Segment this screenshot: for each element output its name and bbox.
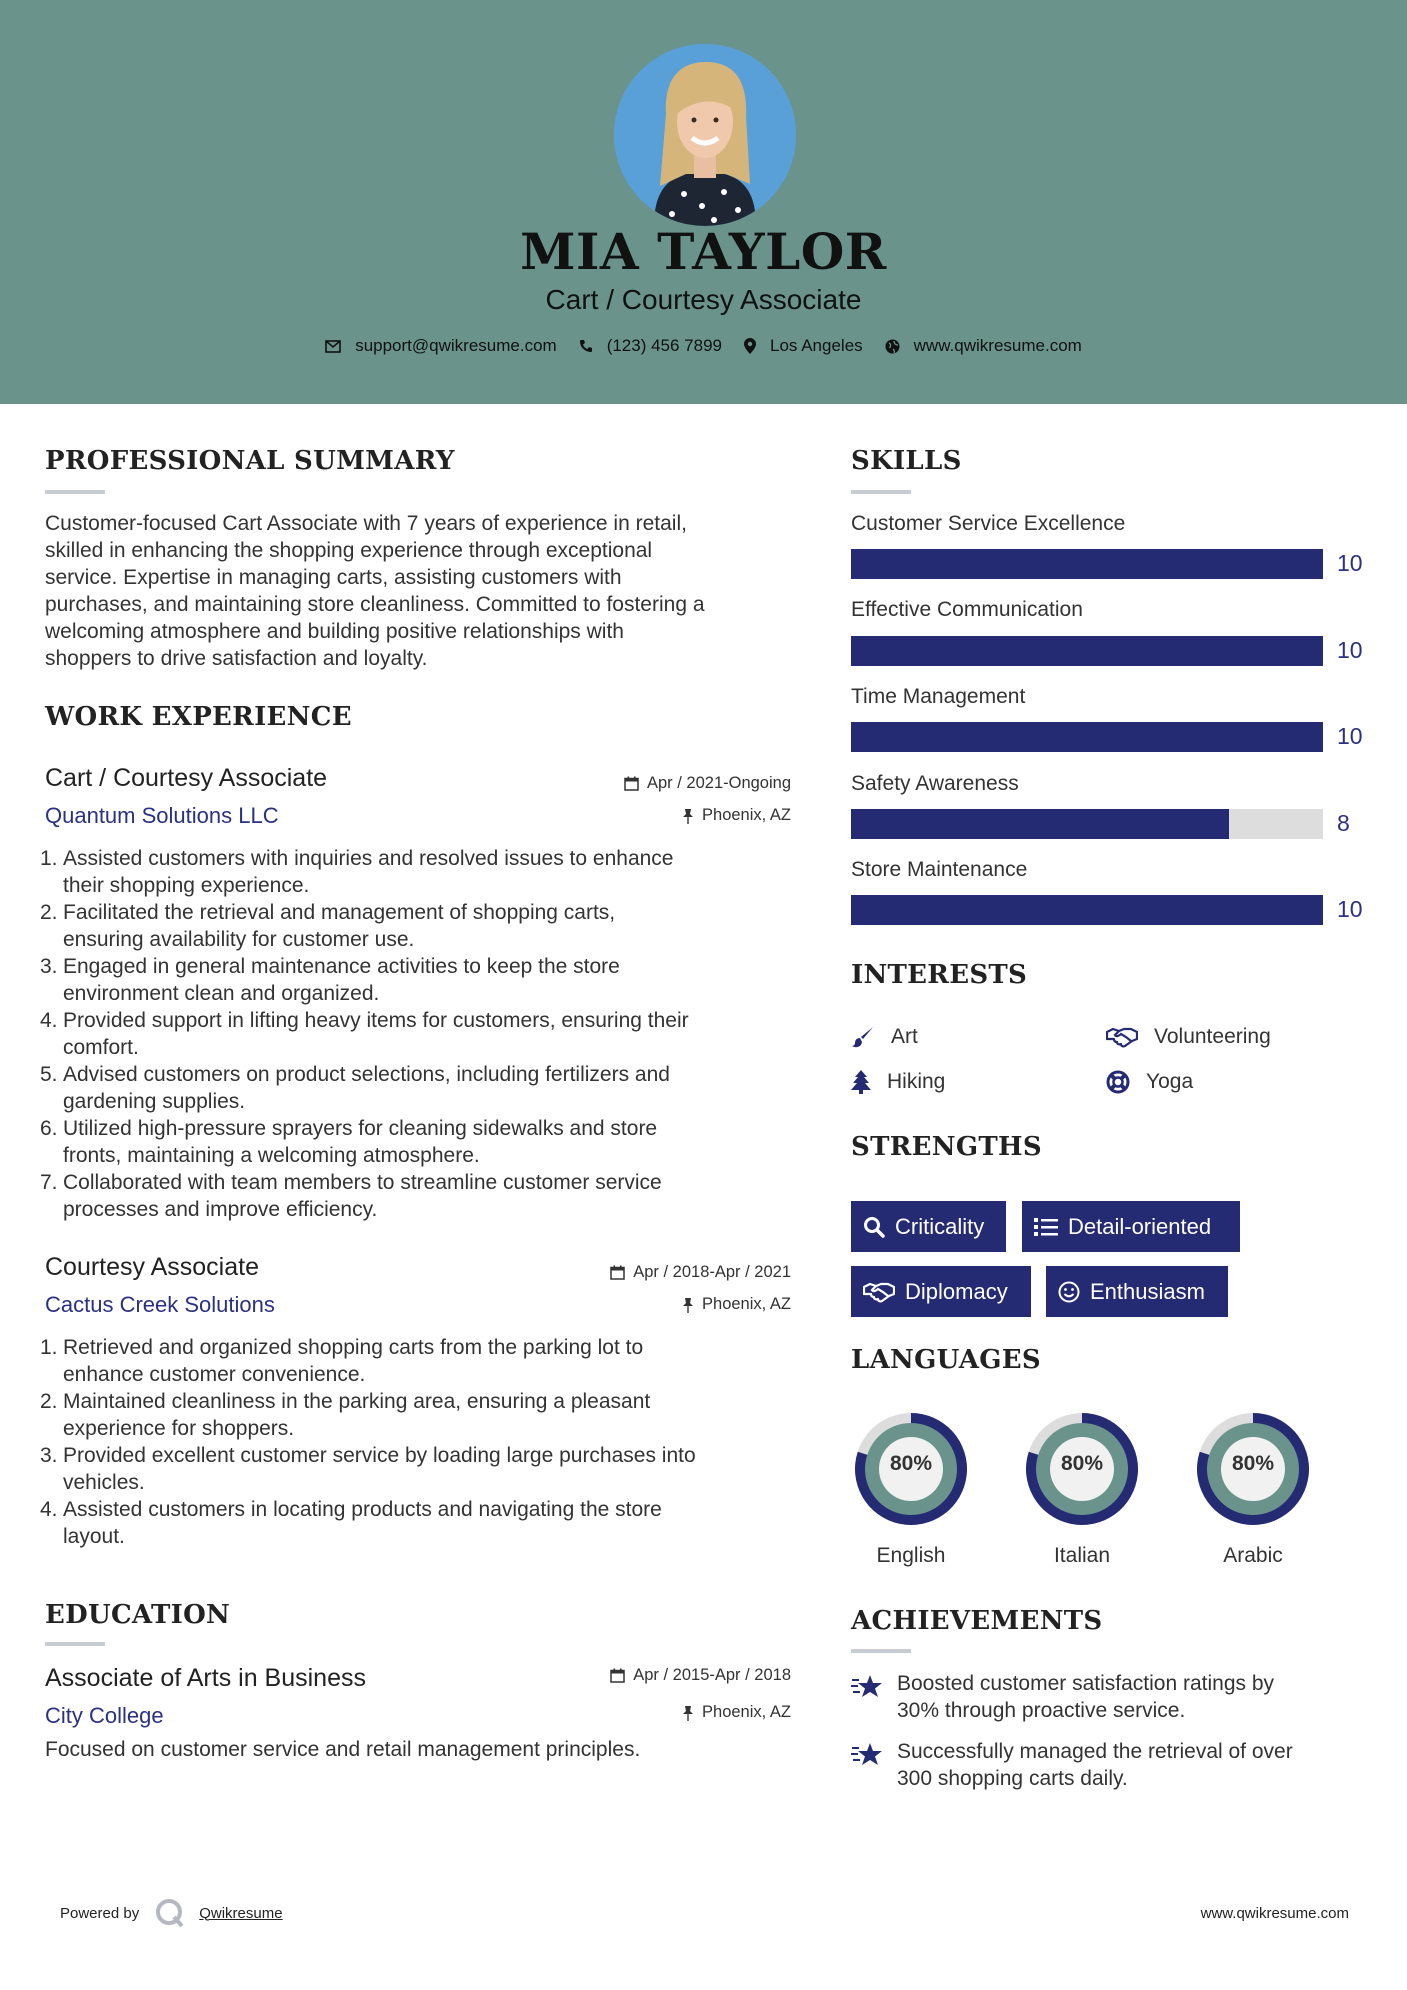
interest-item xyxy=(851,1070,945,1094)
job-date-text: Apr / 2021-Ongoing xyxy=(646,774,791,792)
contact-email-text: support@qwikresume.com xyxy=(355,336,557,355)
lifering-icon xyxy=(1106,1070,1130,1094)
pushpin-icon xyxy=(682,1705,694,1721)
education-rule xyxy=(45,1642,105,1646)
education-date xyxy=(610,1666,791,1685)
list-icon xyxy=(1034,1217,1058,1237)
skills-rule xyxy=(851,490,911,494)
duty-line: environment clean and organized. xyxy=(63,982,380,1005)
language-gauge xyxy=(1021,1408,1143,1567)
school-name[interactable]: City College xyxy=(45,1703,164,1728)
summary-line: Customer-focused Cart Associate with 7 years of experience in retail, xyxy=(45,512,687,535)
skill-bar xyxy=(851,549,1323,579)
skill-bar xyxy=(851,636,1323,666)
interest-label: Hiking xyxy=(887,1070,946,1093)
duty-line: comfort. xyxy=(63,1036,139,1059)
job-title: Courtesy Associate xyxy=(45,1253,259,1281)
list-item xyxy=(40,1496,800,1550)
language-gauge xyxy=(850,1408,972,1567)
list-item xyxy=(40,1007,800,1061)
language-name: Arabic xyxy=(1223,1544,1283,1567)
skill-name: Safety Awareness xyxy=(851,772,1019,795)
interest-item xyxy=(1106,1025,1271,1049)
contact-location-text: Los Angeles xyxy=(770,336,863,355)
achievements-rule xyxy=(851,1649,911,1653)
achievement-line: 30% through proactive service. xyxy=(897,1699,1186,1722)
summary-line: purchases, and maintaining store cleanliness. Committed to fostering a xyxy=(45,593,705,616)
list-item xyxy=(40,1061,800,1115)
interests-heading: INTERESTS xyxy=(851,960,1028,990)
list-item xyxy=(40,845,800,899)
strength-badge xyxy=(851,1201,1006,1252)
star-icon xyxy=(851,1742,883,1768)
summary-heading: PROFESSIONAL SUMMARY xyxy=(45,446,455,476)
language-name: Italian xyxy=(1053,1544,1111,1567)
education-description: Focused on customer service and retail management principles. xyxy=(45,1738,641,1761)
skill-value: 10 xyxy=(1337,637,1363,663)
list-number: 6. xyxy=(40,1117,58,1140)
summary-line: skilled in enhancing the shopping experience through exceptional xyxy=(45,539,653,562)
skill-value: 10 xyxy=(1337,723,1363,749)
duty-line: Retrieved and organized shopping carts from the parking lot to xyxy=(63,1336,644,1359)
skill-name: Customer Service Excellence xyxy=(851,512,1126,535)
duty-line: Assisted customers in locating products and navigating the store xyxy=(63,1498,662,1521)
skill-bar-fill xyxy=(851,549,1323,579)
summary-text xyxy=(45,510,795,672)
list-number: 1. xyxy=(40,847,58,870)
strength-label: Criticality xyxy=(895,1213,985,1239)
list-item xyxy=(40,1442,800,1496)
duty-line: their shopping experience. xyxy=(63,874,310,897)
work-heading: WORK EXPERIENCE xyxy=(45,702,352,732)
language-percent: 80% xyxy=(1060,1452,1104,1475)
star-icon xyxy=(851,1674,883,1700)
list-number: 4. xyxy=(40,1498,58,1521)
achievement-line: Successfully managed the retrieval of over xyxy=(897,1740,1293,1763)
strength-label: Detail-oriented xyxy=(1068,1213,1212,1239)
strength-label: Enthusiasm xyxy=(1090,1278,1205,1304)
skill-bar xyxy=(851,722,1323,752)
smile-icon xyxy=(1058,1281,1080,1303)
skill-bar-fill xyxy=(851,636,1323,666)
contact-website-text: www.qwikresume.com xyxy=(913,336,1082,355)
language-gauge xyxy=(1192,1408,1314,1567)
education-location-text: Phoenix, AZ xyxy=(702,1703,791,1721)
footer-website[interactable]: www.qwikresume.com xyxy=(1200,1905,1349,1922)
achievement-line: 300 shopping carts daily. xyxy=(897,1767,1128,1790)
list-item xyxy=(40,1388,800,1442)
list-number: 1. xyxy=(40,1336,58,1359)
job-location-text: Phoenix, AZ xyxy=(702,1295,791,1313)
skill-name: Effective Communication xyxy=(851,598,1083,621)
tree-icon xyxy=(851,1070,871,1094)
languages-heading: LANGUAGES xyxy=(851,1345,1041,1375)
list-item xyxy=(40,1115,800,1169)
duty-line: gardening supplies. xyxy=(63,1090,246,1113)
skill-bar xyxy=(851,809,1323,839)
language-percent: 80% xyxy=(889,1452,933,1475)
footer-powered-by xyxy=(60,1898,283,1928)
pushpin-icon xyxy=(682,808,694,824)
strength-badge xyxy=(1046,1266,1228,1317)
duty-line: enhance customer convenience. xyxy=(63,1363,366,1386)
list-item xyxy=(40,1334,800,1388)
summary-rule xyxy=(45,490,105,494)
contact-website[interactable] xyxy=(885,336,1082,356)
strength-label: Diplomacy xyxy=(905,1278,1008,1304)
skill-name: Store Maintenance xyxy=(851,858,1028,881)
skill-bar xyxy=(851,895,1323,925)
duty-line: Advised customers on product selections, including fertilizers and xyxy=(63,1063,670,1086)
job-duties-list xyxy=(40,1334,800,1550)
interest-item xyxy=(1106,1070,1193,1094)
qwikresume-link[interactable]: Qwikresume xyxy=(199,1904,283,1922)
duty-line: processes and improve efficiency. xyxy=(63,1198,378,1221)
duty-line: Facilitated the retrieval and management of shopping carts, xyxy=(63,901,616,924)
interest-label: Art xyxy=(891,1025,918,1048)
job-date xyxy=(624,774,791,793)
duty-line: vehicles. xyxy=(63,1471,145,1494)
summary-line: service. Expertise in managing carts, assisting customers with xyxy=(45,566,622,589)
pushpin-icon xyxy=(682,1297,694,1313)
list-number: 2. xyxy=(40,1390,58,1413)
avatar xyxy=(614,44,796,226)
strength-badge xyxy=(851,1266,1031,1317)
degree-title: Associate of Arts in Business xyxy=(45,1664,366,1692)
duty-line: Provided excellent customer service by loading large purchases into xyxy=(63,1444,696,1467)
qwikresume-logo-icon xyxy=(155,1898,185,1928)
company-name[interactable]: Quantum Solutions LLC xyxy=(45,803,279,828)
duty-line: Assisted customers with inquiries and resolved issues to enhance xyxy=(63,847,674,870)
job-location xyxy=(682,1295,791,1314)
skill-bar-fill xyxy=(851,809,1229,839)
contact-bar xyxy=(0,336,1407,356)
interest-label: Volunteering xyxy=(1154,1025,1271,1048)
envelope-icon xyxy=(325,340,341,353)
education-date-text: Apr / 2015-Apr / 2018 xyxy=(633,1666,791,1684)
summary-line: shoppers to drive satisfaction and loyalty. xyxy=(45,647,428,670)
calendar-icon xyxy=(624,776,639,791)
candidate-role: Cart / Courtesy Associate xyxy=(545,284,862,315)
job-duties-list xyxy=(40,845,800,1223)
skill-name: Time Management xyxy=(851,685,1026,708)
achievement-line: Boosted customer satisfaction ratings by xyxy=(897,1672,1275,1695)
paintbrush-icon xyxy=(851,1025,875,1049)
list-number: 3. xyxy=(40,955,58,978)
duty-line: layout. xyxy=(63,1525,125,1548)
language-name: English xyxy=(876,1544,946,1567)
job-title: Cart / Courtesy Associate xyxy=(45,764,328,792)
list-number: 4. xyxy=(40,1009,58,1032)
calendar-icon xyxy=(610,1265,625,1280)
list-number: 3. xyxy=(40,1444,58,1467)
list-item xyxy=(40,899,800,953)
achievement-text xyxy=(897,1738,1293,1792)
contact-phone[interactable] xyxy=(579,336,722,356)
duty-line: Provided support in lifting heavy items for customers, ensuring their xyxy=(63,1009,689,1032)
duty-line: Engaged in general maintenance activities to keep the store xyxy=(63,955,620,978)
resume-header xyxy=(0,0,1407,404)
strengths-heading: STRENGTHS xyxy=(851,1132,1042,1162)
globe-icon xyxy=(885,339,900,354)
education-location xyxy=(682,1703,791,1722)
list-item xyxy=(40,953,800,1007)
handshake-icon xyxy=(1106,1026,1138,1048)
summary-line: welcoming atmosphere and building positive relationships with xyxy=(45,620,624,643)
duty-line: Maintained cleanliness in the parking area, ensuring a pleasant xyxy=(63,1390,651,1413)
duty-line: ensuring availability for customer use. xyxy=(63,928,415,951)
job-date-text: Apr / 2018-Apr / 2021 xyxy=(633,1263,791,1281)
list-number: 7. xyxy=(40,1171,58,1194)
skill-bar-fill xyxy=(851,722,1323,752)
duty-line: fronts, maintaining a welcoming atmosphere. xyxy=(63,1144,480,1167)
contact-email[interactable] xyxy=(325,336,557,356)
map-marker-icon xyxy=(744,338,756,354)
duty-line: experience for shoppers. xyxy=(63,1417,295,1440)
company-name[interactable]: Cactus Creek Solutions xyxy=(45,1292,275,1317)
candidate-name: MIA TAYLOR xyxy=(520,222,887,281)
duty-line: Utilized high-pressure sprayers for cleaning sidewalks and store xyxy=(63,1117,658,1140)
education-heading: EDUCATION xyxy=(45,1600,231,1630)
achievement-item xyxy=(851,1738,1371,1792)
contact-phone-text: (123) 456 7899 xyxy=(606,336,723,355)
strength-badge xyxy=(1022,1201,1240,1252)
job-date xyxy=(610,1263,791,1282)
list-number: 5. xyxy=(40,1063,58,1086)
contact-location xyxy=(744,336,863,356)
skills-heading: SKILLS xyxy=(851,446,962,476)
phone-icon xyxy=(579,339,593,353)
interest-label: Yoga xyxy=(1146,1070,1194,1093)
skill-bar-fill xyxy=(851,895,1323,925)
job-location-text: Phoenix, AZ xyxy=(702,806,791,824)
search-icon xyxy=(863,1216,885,1238)
handshake-icon xyxy=(863,1281,895,1303)
skill-value: 10 xyxy=(1337,550,1363,576)
skill-value: 10 xyxy=(1337,896,1363,922)
duty-line: Collaborated with team members to streamline customer service xyxy=(63,1171,662,1194)
job-location xyxy=(682,806,791,825)
powered-by-text: Powered by xyxy=(60,1904,140,1922)
list-number: 2. xyxy=(40,901,58,924)
language-percent: 80% xyxy=(1231,1452,1275,1475)
skill-value: 8 xyxy=(1337,810,1350,836)
achievements-heading: ACHIEVEMENTS xyxy=(851,1606,1103,1636)
interest-item xyxy=(851,1025,918,1049)
list-item xyxy=(40,1169,800,1223)
achievement-text xyxy=(897,1670,1274,1724)
calendar-icon xyxy=(610,1668,625,1683)
achievement-item xyxy=(851,1670,1371,1724)
